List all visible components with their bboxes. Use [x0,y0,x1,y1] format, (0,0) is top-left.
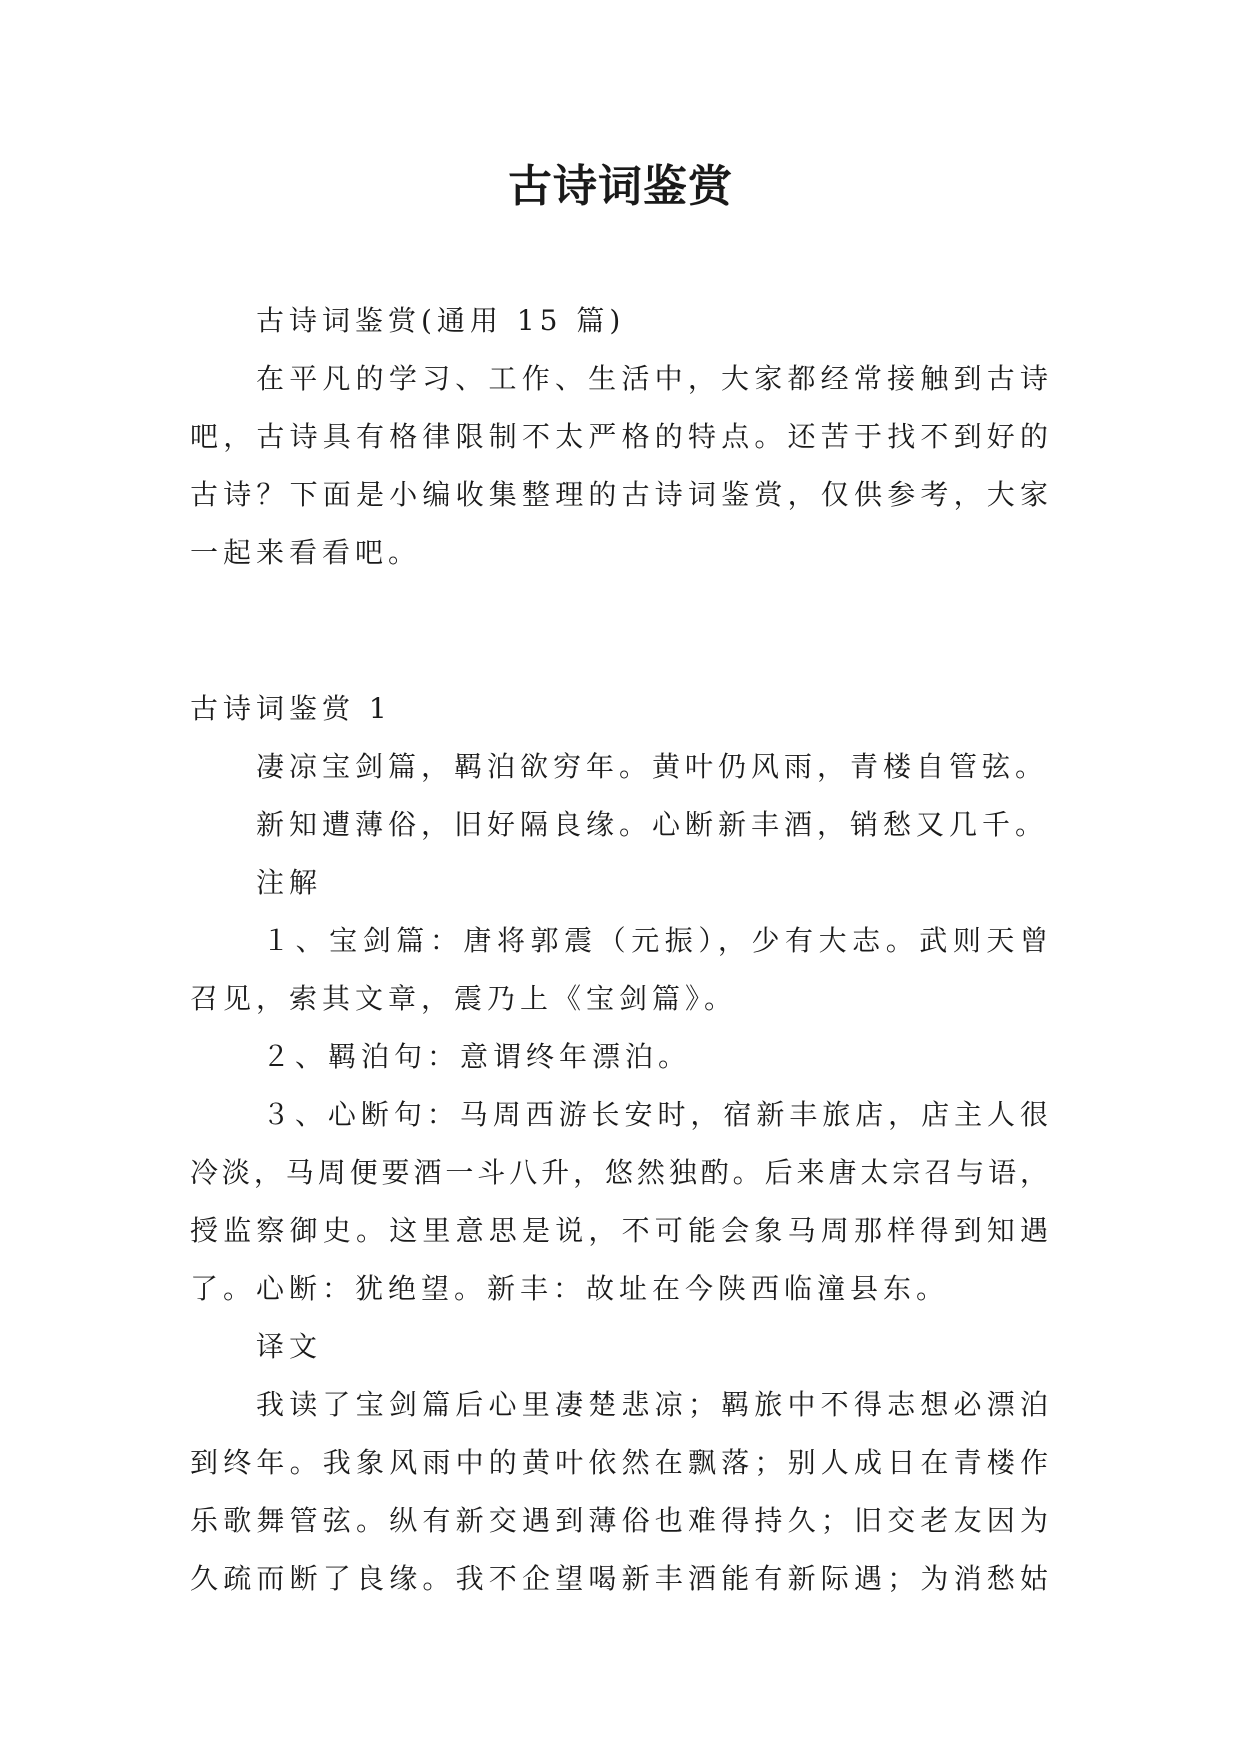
note-line: 冷淡，马周便要酒一斗八升，悠然独酌。后来唐太宗召与语， [190,1156,1050,1189]
intro-paragraph [190,350,1050,582]
note-item-3 [190,1086,1050,1318]
paragraph-line: 我读了宝剑篇后心里凄楚悲凉；羁旅中不得志想必漂泊 [256,1388,1050,1421]
paragraph-line: 吧，古诗具有格律限制不太严格的特点。还苦于找不到好的 [190,420,1050,453]
paragraph-line: 在平凡的学习、工作、生活中，大家都经常接触到古诗 [256,362,1050,395]
note-item-1 [190,912,1050,1028]
section-spacer [190,582,1050,680]
note-line: ３、心断句：马周西游长安时，宿新丰旅店，店主人很 [262,1098,1050,1131]
poem-text [190,738,1050,854]
translation-label: 译文 [256,1330,323,1363]
section-heading: 古诗词鉴赏 1 [190,692,392,725]
paragraph-line: 一起来看看吧。 [190,536,422,569]
paragraph-line: 乐歌舞管弦。纵有新交遇到薄俗也难得持久；旧交老友因为 [190,1504,1050,1537]
notes-label: 注解 [256,866,323,899]
poem-line: 凄凉宝剑篇，羁泊欲穷年。黄叶仍风雨，青楼自管弦。 [256,750,1049,783]
poem-line: 新知遭薄俗，旧好隔良缘。心断新丰酒，销愁又几千。 [256,808,1049,841]
note-item-2: ２、羁泊句：意谓终年漂泊。 [262,1040,692,1073]
note-line: 授监察御史。这里意思是说，不可能会象马周那样得到知遇 [190,1214,1050,1247]
paragraph-line: 到终年。我象风雨中的黄叶依然在飘落；别人成日在青楼作 [190,1446,1050,1479]
document-title: 古诗词鉴赏 [508,161,733,212]
note-line: １、宝剑篇：唐将郭震（元振），少有大志。武则天曾 [262,924,1050,957]
note-line: 召见，索其文章，震乃上《宝剑篇》。 [190,982,738,1015]
document-subtitle: 古诗词鉴赏(通用 15 篇) [256,304,626,337]
document-body [190,292,1050,1608]
note-line: 了。心断：犹绝望。新丰：故址在今陕西临潼县东。 [190,1272,950,1305]
paragraph-line: 古诗？下面是小编收集整理的古诗词鉴赏，仅供参考，大家 [190,478,1050,511]
translation-paragraph [190,1376,1050,1608]
paragraph-line: 久疏而断了良缘。我不企望喝新丰酒能有新际遇；为消愁姑 [190,1562,1050,1595]
